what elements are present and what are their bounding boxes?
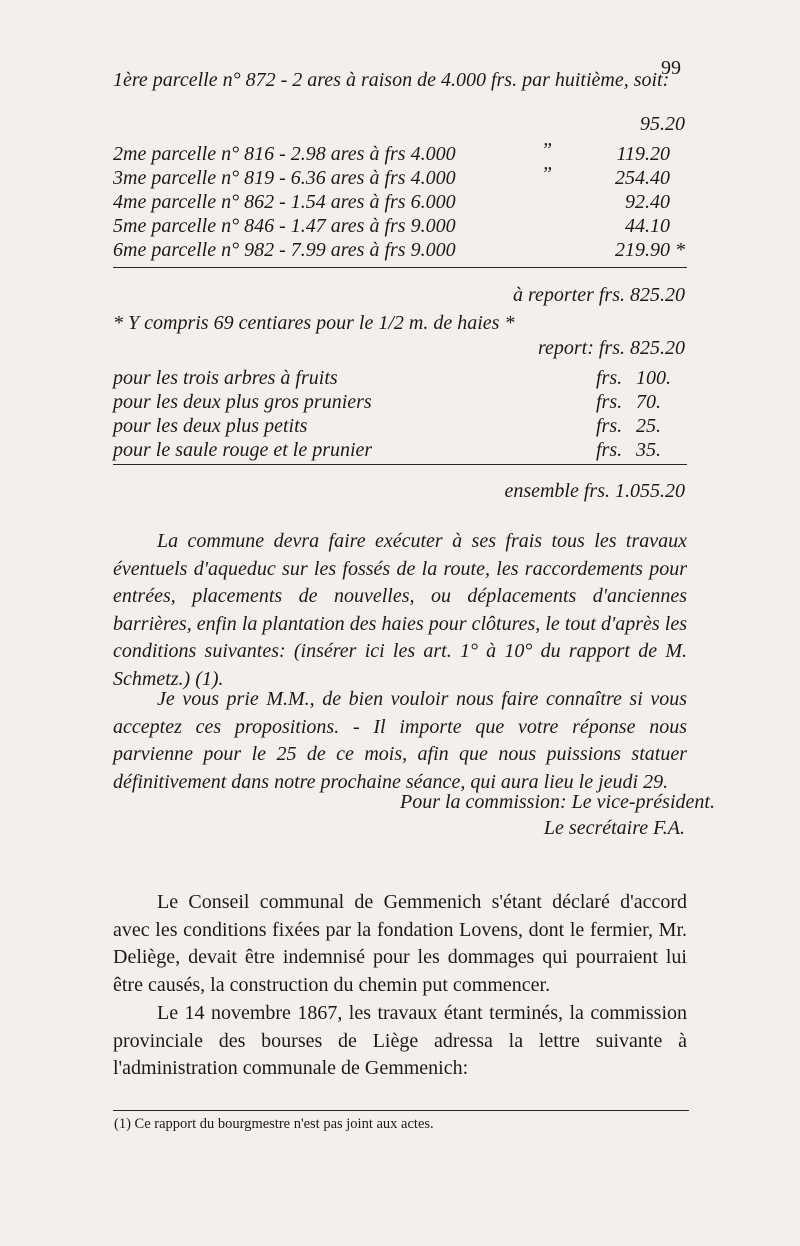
item-row-fruit-trees-label: pour les trois arbres à fruits	[113, 367, 338, 389]
total-rule	[113, 464, 687, 465]
signature-secretary: Le secrétaire F.A.	[543, 817, 685, 839]
parcel-row-3-amount: 254.40	[615, 167, 670, 189]
footnote-rule	[113, 1110, 689, 1111]
item-row-willow-label: pour le saule rouge et le prunier	[113, 439, 373, 461]
letter-paragraph-works: La commune devra faire exécuter à ses frais tous les travaux éventuels d'aqueduc sur les fossés de la route, les raccordements pour entrées, placements de nouvelles, ou déplacements d'anciennes barrières, enfin la plantation des haies pour clôtures, le tout d'après les conditions suivantes: (insérer ici les art. 1° à 10° du rapport de M. Schmetz.) (1).	[113, 530, 687, 690]
item-row-willow-amount: 35.	[636, 439, 661, 461]
parcel-row-6-label: 6me parcelle n° 982 - 7.99 ares à frs 9.000	[113, 239, 456, 261]
parcel-intro-amount: 95.20	[640, 113, 685, 135]
item-row-small-plums-amount: 25.	[636, 415, 661, 437]
letter-paragraph-request: Je vous prie M.M., de bien vouloir nous faire connaître si vous acceptez ces propositions. - Il importe que votre réponse nous parvienne pour le 25 de ce mois, afin que nous puissions statuer définitivement dans notre prochaine séance, qui aura lieu le jeudi 29.	[113, 688, 687, 793]
parcel-row-2-label: 2me parcelle n° 816 - 2.98 ares à frs 4.000	[113, 143, 456, 165]
parcel-row-2-amount: 119.20	[616, 143, 670, 165]
item-row-big-plums-label: pour les deux plus gros pruniers	[113, 391, 372, 413]
parcel-row-4-amount: 92.40	[625, 191, 670, 213]
signature-vice-president: Pour la commission: Le vice-président.	[400, 791, 715, 813]
carry-forward-total: à reporter frs. 825.20	[512, 284, 685, 306]
parcel-row-2-ditto: ”	[541, 139, 553, 161]
item-row-small-plums-label: pour les deux plus petits	[113, 415, 308, 437]
parcel-row-4-label: 4me parcelle n° 862 - 1.54 ares à frs 6.000	[113, 191, 456, 213]
item-row-big-plums-amount: 70.	[636, 391, 661, 413]
item-row-fruit-trees-currency: frs.	[596, 367, 623, 389]
footnote: (1) Ce rapport du bourgmestre n'est pas joint aux actes.	[114, 1116, 434, 1132]
page-number: 99	[661, 57, 681, 79]
item-row-small-plums-currency: frs.	[596, 415, 623, 437]
item-row-fruit-trees-amount: 100.	[636, 367, 671, 389]
narrative-paragraph-council: Le Conseil communal de Gemmenich s'étant déclaré d'accord avec les conditions fixées par la fondation Lovens, dont le fermier, Mr. Deliège, devait être indemnisé pour les dommages qui pourraient lui être causés, la construction du chemin put commencer.	[113, 891, 687, 996]
hedge-footnote-star: * Y compris 69 centiares pour le 1/2 m. de haies *	[113, 312, 515, 334]
item-row-big-plums-currency: frs.	[596, 391, 623, 413]
item-row-willow-currency: frs.	[596, 439, 623, 461]
grand-total: ensemble frs. 1.055.20	[504, 480, 685, 502]
parcel-row-3-label: 3me parcelle n° 819 - 6.36 ares à frs 4.000	[113, 167, 456, 189]
report-total: report: frs. 825.20	[537, 337, 685, 359]
parcel-intro-label: 1ère parcelle n° 872 - 2 ares à raison de 4.000 frs. par huitième, soit:	[113, 69, 670, 91]
parcel-row-3-ditto: ”	[541, 163, 553, 185]
narrative-paragraph-november: Le 14 novembre 1867, les travaux étant terminés, la commission provinciale des bourses de Liège adressa la lettre suivante à l'administration communale de Gemmenich:	[113, 1002, 687, 1079]
parcel-row-6-amount: 219.90 *	[615, 239, 685, 261]
parcel-row-5-amount: 44.10	[625, 215, 670, 237]
subtotal-rule	[113, 267, 687, 268]
parcel-row-5-label: 5me parcelle n° 846 - 1.47 ares à frs 9.000	[113, 215, 456, 237]
